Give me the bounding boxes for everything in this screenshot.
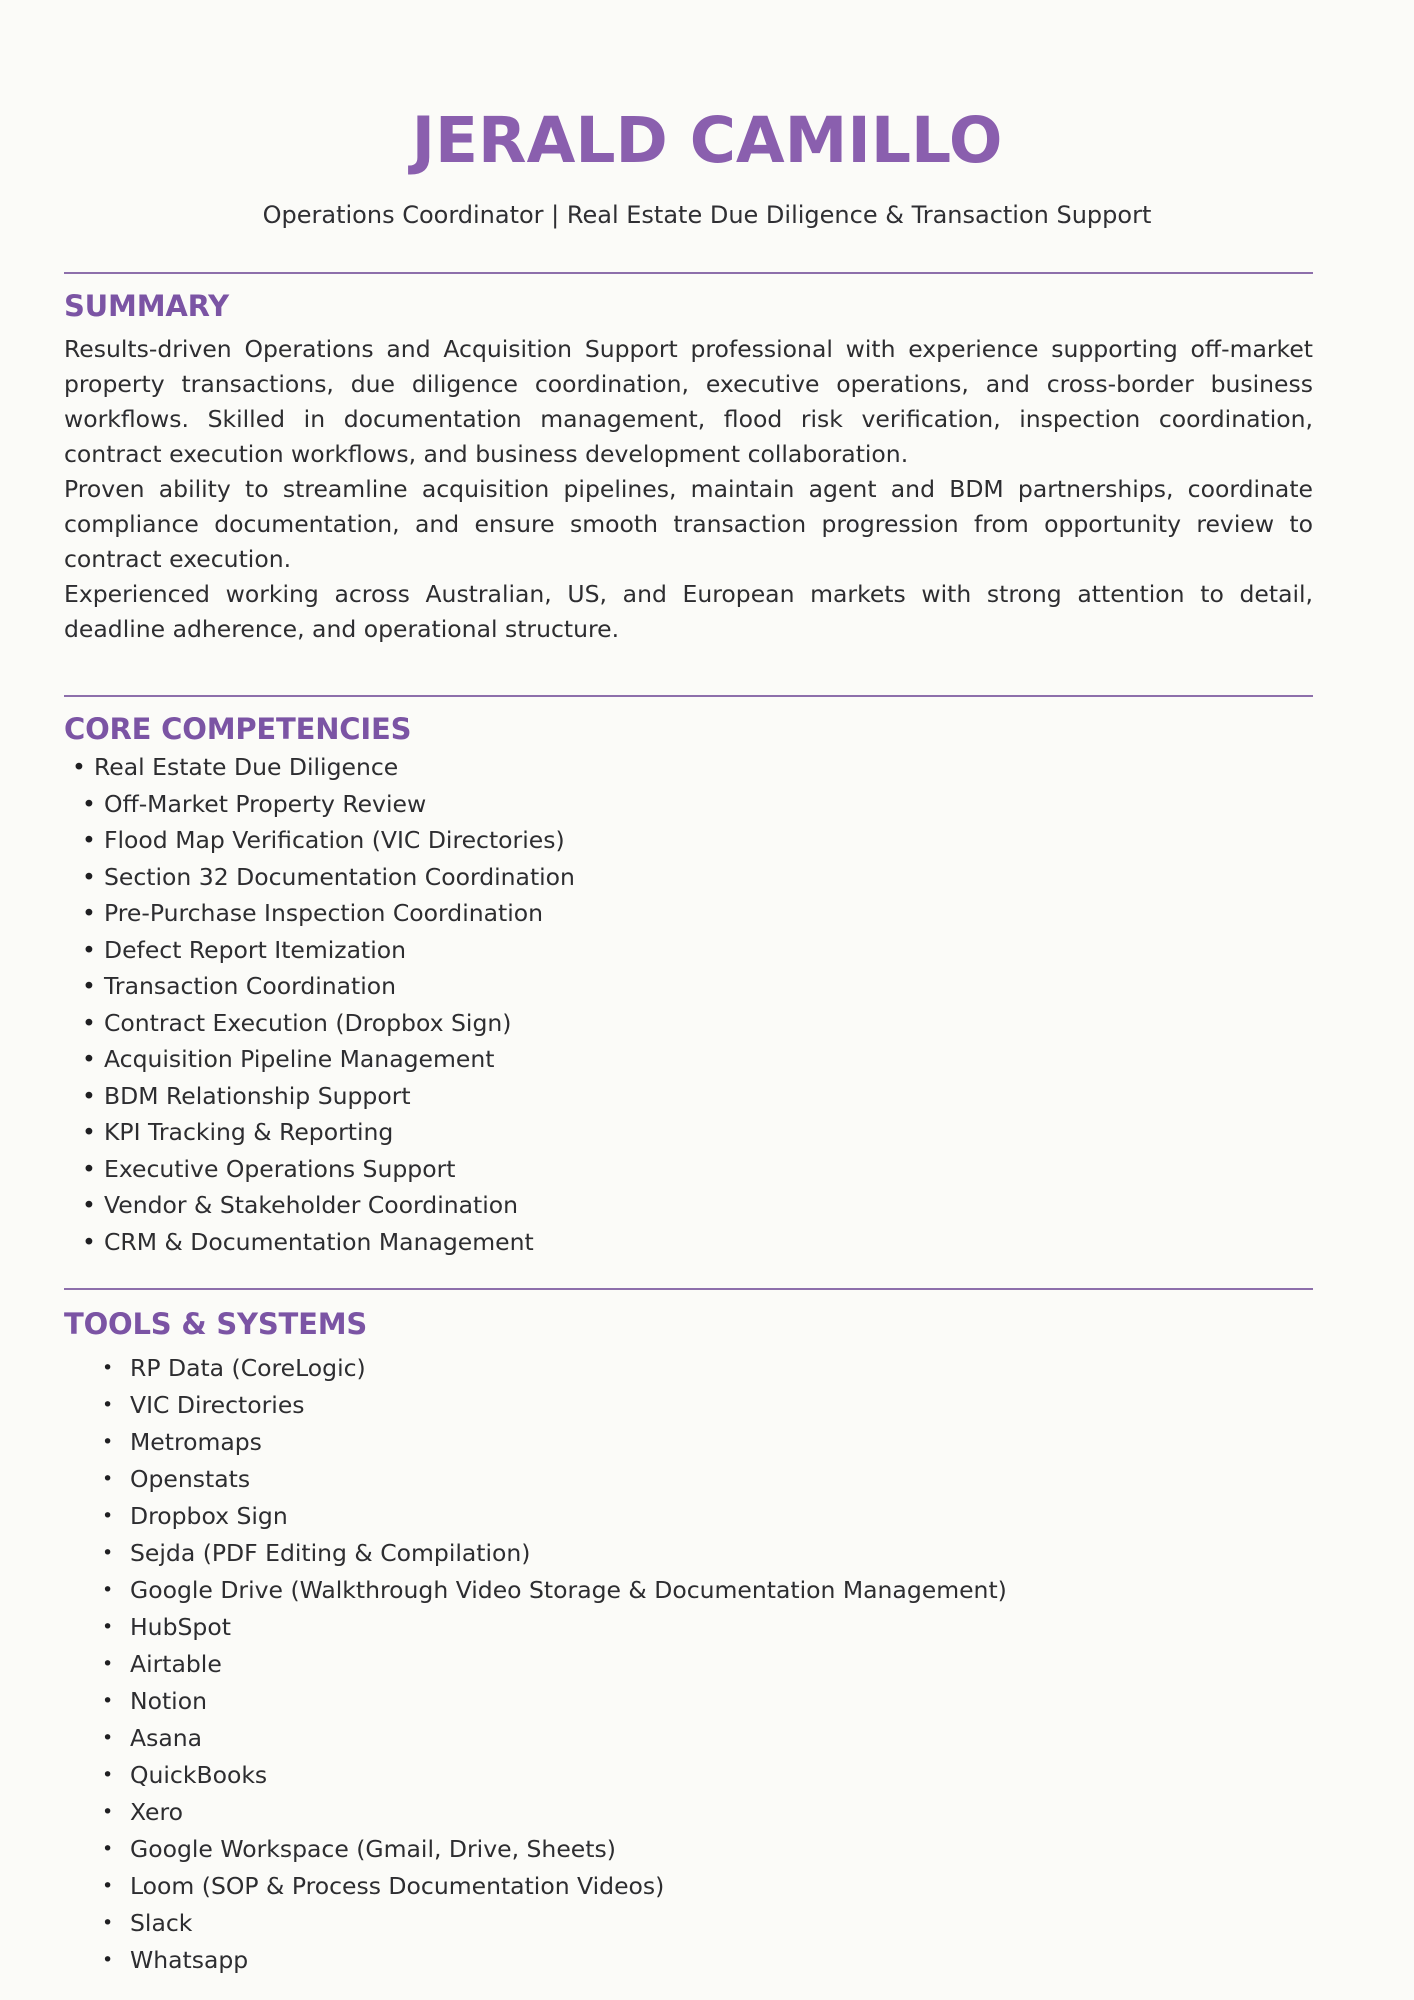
tool-item: • Xero [100,1794,1313,1831]
summary-paragraph: Proven ability to streamline acquisition pipelines, maintain agent and BDM partnerships, coordinate compliance documentation, and ensure smooth transaction progression from opportunity review to contract execution. [64,475,1313,574]
tool-item: • Dropbox Sign [100,1498,1313,1535]
summary-paragraph: Experienced working across Australian, US, and European markets with strong attention to detail, deadline adherence, and operational structure. [64,580,1313,644]
tool-item: • Whatsapp [100,1942,1313,1979]
summary-paragraph: Results-driven Operations and Acquisition Support professional with experience supporting off-market property transactions, due diligence coordination, executive operations, and cross-border business workflows. Skilled in documentation management, flood risk verification, inspection coordination, contract execution workflows, and business development collaboration. [64,335,1313,469]
summary-heading: SUMMARY [64,289,229,324]
competency-item: • KPI Tracking & Reporting [82,1114,1313,1151]
tool-item: • QuickBooks [100,1757,1313,1794]
section-summary [64,288,1313,647]
tool-item: • Airtable [100,1646,1313,1683]
tool-item: • VIC Directories [100,1387,1313,1424]
competency-item: • Section 32 Documentation Coordination [82,859,1313,896]
tool-item: • Google Workspace (Gmail, Drive, Sheets) [100,1831,1313,1868]
resume-content [64,272,1313,1979]
section-tools-systems [64,1306,1313,1979]
tool-item: • RP Data (CoreLogic) [100,1350,1313,1387]
tool-item: • Metromaps [100,1424,1313,1461]
competency-item: • Transaction Coordination [82,968,1313,1005]
competency-item: • BDM Relationship Support [82,1078,1313,1115]
competency-item: • Executive Operations Support [82,1151,1313,1188]
competency-item: • Defect Report Itemization [82,932,1313,969]
competency-item: • Real Estate Due Diligence [72,749,1313,786]
tool-item: • Slack [100,1905,1313,1942]
competency-item: • CRM & Documentation Management [82,1224,1313,1261]
summary-paragraphs [64,332,1313,647]
tools-systems-list [64,1350,1313,1979]
candidate-tagline: Operations Coordinator | Real Estate Due Diligence & Transaction Support [262,201,1152,230]
tool-item: • Loom (SOP & Process Documentation Videos) [100,1868,1313,1905]
candidate-name: JERALD CAMILLO [411,104,1003,177]
tool-item: • Google Drive (Walkthrough Video Storage & Documentation Management) [100,1572,1313,1609]
tool-item: • Openstats [100,1461,1313,1498]
core-competencies-heading: CORE COMPETENCIES [64,712,412,747]
section-core-competencies [64,711,1313,1260]
tool-item: • Asana [100,1720,1313,1757]
core-competencies-list [64,749,1313,1260]
competency-item: • Flood Map Verification (VIC Directories) [82,822,1313,859]
tool-item: • HubSpot [100,1609,1313,1646]
competency-item: • Pre-Purchase Inspection Coordination [82,895,1313,932]
resume-header [0,104,1414,230]
competency-item: • Off-Market Property Review [82,786,1313,823]
tools-systems-heading: TOOLS & SYSTEMS [64,1307,368,1342]
summary-divider [64,272,1313,274]
tool-item: • Notion [100,1683,1313,1720]
tool-item: • Sejda (PDF Editing & Compilation) [100,1535,1313,1572]
core-competencies-divider [64,695,1313,697]
competency-item: • Acquisition Pipeline Management [82,1041,1313,1078]
tools-systems-divider [64,1288,1313,1290]
competency-item: • Vendor & Stakeholder Coordination [82,1187,1313,1224]
competency-item: • Contract Execution (Dropbox Sign) [82,1005,1313,1042]
